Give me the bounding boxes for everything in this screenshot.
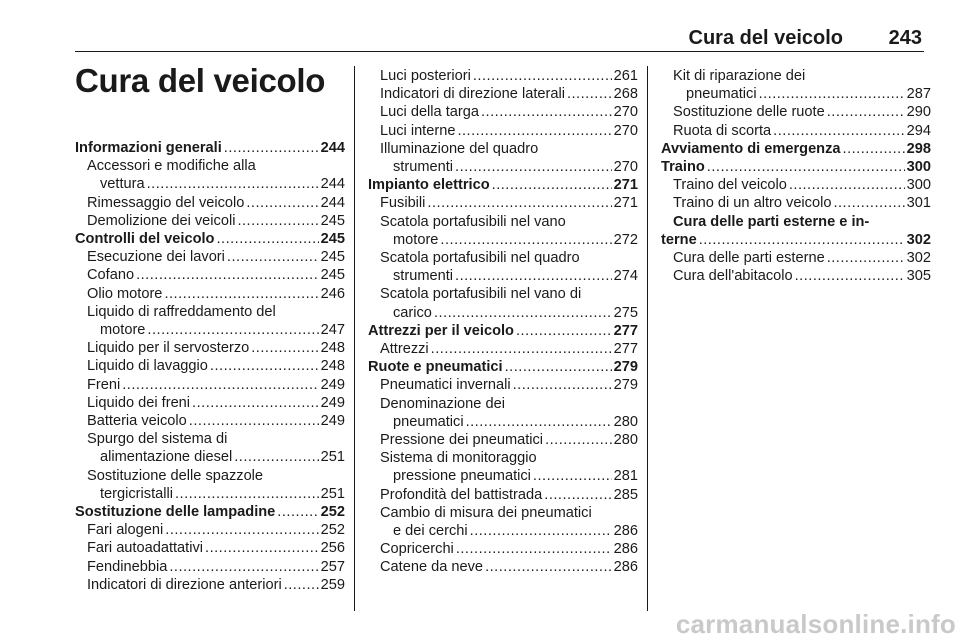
toc-entry-line (368, 158, 638, 176)
toc-entry-title-line1: Accessori e modifiche alla (87, 158, 256, 175)
toc-subentry-multiline[interactable] (75, 157, 345, 193)
toc-column-2 (368, 67, 638, 577)
toc-page-number: 261 (613, 68, 638, 84)
leader-dots (457, 122, 611, 140)
toc-page-number: 294 (906, 122, 931, 139)
leader-dots (707, 158, 905, 176)
toc-subentry-multiline[interactable] (368, 504, 638, 540)
toc-entry-title: Liquido di lavaggio (87, 358, 208, 375)
toc-entry-title-line1: Scatola portafusibili nel vano (380, 213, 566, 230)
toc-page-number: 249 (320, 394, 345, 411)
toc-entry-title: Esecuzione dei lavori (87, 249, 225, 266)
toc-section-entry[interactable] (368, 322, 638, 340)
toc-entry-title: alimentazione diesel (100, 449, 233, 466)
toc-page-number: 252 (320, 522, 345, 539)
toc-entry-title: pneumatici (686, 86, 757, 103)
leader-dots (251, 339, 318, 357)
toc-entry-line (368, 522, 638, 540)
leader-dots (227, 248, 319, 266)
toc-entry-title-line1: Cura delle parti esterne e in- (673, 213, 870, 230)
toc-entry-line (368, 304, 638, 322)
toc-page-number: 251 (320, 485, 345, 502)
toc-subentry[interactable] (75, 576, 345, 594)
toc-subentry[interactable] (75, 521, 345, 539)
leader-dots (773, 122, 904, 140)
toc-page-number: 277 (613, 341, 638, 358)
toc-page-number: 270 (613, 122, 638, 139)
toc-entry-title: Luci interne (380, 122, 456, 139)
toc-entry-title: Informazioni generali (75, 140, 222, 156)
toc-entry-title: pressione pneumatici (393, 468, 531, 485)
toc-subentry[interactable] (75, 266, 345, 284)
toc-entry-title: Fendinebbia (87, 558, 168, 575)
toc-page-number: 245 (320, 267, 345, 284)
toc-entry-line (75, 175, 345, 193)
leader-dots (789, 176, 905, 194)
toc-subentry[interactable] (75, 194, 345, 212)
leader-dots (147, 321, 318, 339)
leader-dots (216, 230, 318, 248)
toc-section-entry[interactable] (75, 230, 345, 248)
leader-dots (470, 522, 612, 540)
toc-section-entry[interactable] (368, 358, 638, 376)
toc-page-number: 249 (320, 413, 345, 430)
toc-entry-line (368, 413, 638, 431)
toc-page-number: 270 (613, 104, 638, 121)
toc-page-number: 280 (613, 413, 638, 430)
column-divider (647, 66, 648, 611)
toc-section-entry-multiline[interactable] (661, 213, 931, 249)
toc-column-3 (661, 67, 931, 285)
page-number: 243 (888, 27, 922, 49)
toc-page-number: 285 (613, 486, 638, 503)
toc-subentry[interactable] (661, 194, 931, 212)
toc-page-number: 256 (320, 540, 345, 557)
toc-entry-title: Cofano (87, 267, 135, 284)
leader-dots (122, 376, 318, 394)
toc-subentry[interactable] (75, 412, 345, 430)
toc-entry-title: Demolizione dei veicoli (87, 212, 236, 229)
toc-entry-title: Cura delle parti esterne (673, 250, 825, 267)
toc-section-entry[interactable] (661, 140, 931, 158)
toc-entry-title: Profondità del battistrada (380, 486, 543, 503)
toc-subentry[interactable] (368, 85, 638, 103)
toc-entry-title: terne (661, 231, 697, 248)
toc-subentry[interactable] (75, 339, 345, 357)
leader-dots (466, 413, 612, 431)
toc-entry-title: Traino (661, 159, 705, 176)
leader-dots (456, 540, 612, 558)
toc-subentry-multiline[interactable] (75, 303, 345, 339)
toc-subentry[interactable] (368, 376, 638, 394)
leader-dots (427, 194, 611, 212)
toc-page-number: 300 (906, 159, 931, 176)
toc-entry-title: Avviamento di emergenza (661, 140, 841, 157)
toc-entry-title: Attrezzi (380, 341, 429, 358)
leader-dots (545, 431, 612, 449)
leader-dots (513, 376, 612, 394)
toc-page-number: 251 (320, 449, 345, 466)
toc-entry-title: e dei cerchi (393, 523, 468, 540)
leader-dots (192, 394, 319, 412)
toc-entry-title-line1: Sistema di monitoraggio (380, 450, 537, 467)
toc-subentry-multiline[interactable] (368, 285, 638, 321)
toc-section-entry[interactable] (75, 503, 345, 521)
leader-dots (795, 267, 905, 285)
column-divider (354, 66, 355, 611)
toc-entry-title: Traino di un altro veicolo (673, 195, 832, 212)
toc-entry-title: Luci posteriori (380, 68, 471, 84)
leader-dots (833, 194, 904, 212)
toc-page-number: 301 (906, 195, 931, 212)
toc-subentry-multiline[interactable] (368, 140, 638, 176)
toc-subentry-multiline[interactable] (661, 67, 931, 103)
toc-entry-title: Copricerchi (380, 541, 454, 558)
toc-subentry[interactable] (368, 67, 638, 85)
leader-dots (455, 158, 612, 176)
leader-dots (481, 103, 612, 121)
leader-dots (473, 67, 612, 85)
leader-dots (175, 485, 319, 503)
toc-subentry-multiline[interactable] (75, 430, 345, 466)
toc-subentry-multiline[interactable] (368, 249, 638, 285)
toc-page-number: 274 (613, 268, 638, 285)
toc-subentry[interactable] (368, 103, 638, 121)
toc-entry-title: strumenti (393, 268, 454, 285)
toc-page-number: 245 (320, 249, 345, 266)
leader-dots (169, 558, 318, 576)
toc-subentry[interactable] (368, 194, 638, 212)
toc-subentry-multiline[interactable] (368, 449, 638, 485)
toc-subentry[interactable] (368, 340, 638, 358)
toc-entry-title: Liquido per il servosterzo (87, 340, 250, 357)
toc-subentry[interactable] (368, 122, 638, 140)
toc-entry-title: Fusibili (380, 195, 426, 212)
toc-entry-title: Indicatori di direzione anteriori (87, 576, 282, 593)
toc-page-number: 275 (613, 304, 638, 321)
toc-entry-title: Sostituzione delle lampadine (75, 504, 276, 521)
leader-dots (759, 85, 905, 103)
page-header (0, 22, 960, 52)
toc-entry-line (75, 485, 345, 503)
leader-dots (440, 231, 611, 249)
leader-dots (827, 249, 905, 267)
toc-page-number: 300 (906, 177, 931, 194)
leader-dots (165, 521, 318, 539)
leader-dots (277, 503, 318, 521)
toc-subentry[interactable] (75, 212, 345, 230)
toc-entry-title: Rimessaggio del veicolo (87, 194, 245, 211)
toc-page-number: 298 (906, 140, 931, 157)
toc-subentry[interactable] (75, 394, 345, 412)
toc-section-entry[interactable] (75, 139, 345, 157)
toc-entry-title: motore (100, 322, 146, 339)
toc-subentry[interactable] (368, 558, 638, 576)
toc-entry-title: pneumatici (393, 413, 464, 430)
toc-entry-title-line1: Kit di riparazione dei (673, 68, 806, 84)
watermark: carmanualsonline.info (675, 609, 956, 639)
toc-page-number: 268 (613, 86, 638, 103)
leader-dots (827, 103, 905, 121)
toc-entry-title: motore (393, 231, 439, 248)
toc-section-entry[interactable] (661, 158, 931, 176)
toc-entry-title-line1: Spurgo del sistema di (87, 431, 228, 448)
toc-subentry[interactable] (661, 249, 931, 267)
toc-section-entry[interactable] (368, 176, 638, 194)
toc-subentry[interactable] (75, 357, 345, 375)
toc-page-number: 272 (613, 231, 638, 248)
leader-dots (189, 412, 319, 430)
toc-entry-title: Indicatori di direzione laterali (380, 86, 565, 103)
toc-page-number: 290 (906, 104, 931, 121)
toc-page-number: 279 (613, 377, 638, 394)
leader-dots (699, 231, 905, 249)
toc-page-number: 252 (320, 504, 345, 521)
toc-page-number: 281 (613, 468, 638, 485)
leader-dots (567, 85, 612, 103)
leader-dots (455, 267, 612, 285)
leader-dots (210, 357, 319, 375)
toc-page-number: 245 (320, 231, 345, 248)
toc-page-number: 279 (613, 359, 638, 376)
toc-entry-title: Traino del veicolo (673, 177, 787, 194)
leader-dots (136, 266, 319, 284)
toc-entry-title: Ruota di scorta (673, 122, 772, 139)
toc-entry-title-line1: Denominazione dei (380, 395, 505, 412)
toc-entry-title-line1: Sostituzione delle spazzole (87, 467, 264, 484)
toc-page-number: 286 (613, 541, 638, 558)
toc-entry-title-line1: Illuminazione del quadro (380, 140, 539, 157)
leader-dots (492, 176, 612, 194)
toc-subentry-multiline[interactable] (368, 213, 638, 249)
leader-dots (485, 558, 612, 576)
toc-entry-title: Sostituzione delle ruote (673, 104, 825, 121)
toc-entry-title: Attrezzi per il veicolo (368, 322, 514, 339)
toc-entry-title: Fari alogeni (87, 522, 164, 539)
toc-subentry-multiline[interactable] (368, 395, 638, 431)
toc-subentry[interactable] (75, 539, 345, 557)
toc-subentry[interactable] (661, 122, 931, 140)
toc-entry-title: Olio motore (87, 285, 163, 302)
toc-subentry[interactable] (661, 176, 931, 194)
toc-entry-line (368, 267, 638, 285)
toc-subentry[interactable] (75, 285, 345, 303)
leader-dots (434, 304, 612, 322)
toc-entry-title: Cura dell'abitacolo (673, 268, 793, 285)
leader-dots (533, 467, 612, 485)
toc-entry-title: Pressione dei pneumatici (380, 432, 544, 449)
toc-entry-title: Catene da neve (380, 559, 484, 576)
leader-dots (224, 139, 319, 157)
leader-dots (147, 175, 319, 193)
toc-page-number: 271 (613, 195, 638, 212)
toc-entry-title: strumenti (393, 159, 454, 176)
toc-entry-title-line1: Cambio di misura dei pneumatici (380, 504, 592, 521)
toc-entry-title: Luci della targa (380, 104, 479, 121)
toc-entry-title: Impianto elettrico (368, 177, 490, 194)
toc-entry-title: Freni (87, 376, 121, 393)
toc-subentry-multiline[interactable] (75, 467, 345, 503)
toc-page-number: 305 (906, 268, 931, 285)
toc-entry-line (368, 467, 638, 485)
leader-dots (237, 212, 318, 230)
toc-page-number: 244 (320, 176, 345, 193)
toc-subentry[interactable] (661, 267, 931, 285)
toc-entry-title: vettura (100, 176, 145, 193)
toc-page-number: 244 (320, 194, 345, 211)
leader-dots (505, 358, 612, 376)
toc-subentry[interactable] (75, 558, 345, 576)
running-title: Cura del veicolo (688, 27, 843, 49)
toc-entry-title: Liquido dei freni (87, 394, 191, 411)
toc-entry-title: Ruote e pneumatici (368, 359, 503, 376)
toc-page-number: 271 (613, 177, 638, 194)
leader-dots (164, 285, 318, 303)
chapter-title: Cura del veicolo (75, 62, 326, 99)
toc-entry-title-line1: Scatola portafusibili nel quadro (380, 250, 580, 267)
leader-dots (284, 576, 319, 594)
toc-subentry[interactable] (661, 103, 931, 121)
toc-page-number: 302 (906, 231, 931, 248)
toc-entry-title: carico (393, 304, 432, 321)
toc-page-number: 244 (320, 140, 345, 156)
toc-page-number: 286 (613, 559, 638, 576)
toc-page-number: 249 (320, 376, 345, 393)
toc-page-number: 245 (320, 212, 345, 229)
toc-page-number: 259 (320, 576, 345, 593)
toc-entry-title-line1: Liquido di raffreddamento del (87, 303, 276, 320)
toc-page-number: 248 (320, 340, 345, 357)
toc-page-number: 287 (906, 86, 931, 103)
toc-page-number: 246 (320, 285, 345, 302)
leader-dots (246, 194, 318, 212)
toc-entry-title: Pneumatici invernali (380, 377, 511, 394)
toc-column-1 (75, 139, 345, 594)
leader-dots (843, 140, 905, 158)
toc-entry-title: Fari autoadattativi (87, 540, 204, 557)
toc-page-number: 257 (320, 558, 345, 575)
toc-entry-title-line1: Scatola portafusibili nel vano di (380, 286, 582, 303)
toc-entry-line (661, 85, 931, 103)
toc-entry-line (75, 448, 345, 466)
toc-page-number: 286 (613, 523, 638, 540)
header-rule (75, 51, 924, 52)
leader-dots (234, 448, 318, 466)
toc-entry-title: tergicristalli (100, 485, 173, 502)
toc-entry-line (661, 231, 931, 249)
toc-entry-line (75, 321, 345, 339)
toc-page-number: 248 (320, 358, 345, 375)
toc-entry-line (368, 231, 638, 249)
toc-subentry[interactable] (368, 486, 638, 504)
toc-page-number: 280 (613, 432, 638, 449)
toc-page-number: 302 (906, 250, 931, 267)
leader-dots (544, 486, 611, 504)
toc-entry-title: Controlli del veicolo (75, 231, 215, 248)
toc-page-number: 277 (613, 322, 638, 339)
toc-subentry[interactable] (368, 431, 638, 449)
leader-dots (516, 322, 612, 340)
toc-page-number: 247 (320, 322, 345, 339)
leader-dots (431, 340, 612, 358)
toc-subentry[interactable] (75, 376, 345, 394)
toc-page-number: 270 (613, 159, 638, 176)
toc-entry-title: Batteria veicolo (87, 413, 187, 430)
toc-subentry[interactable] (368, 540, 638, 558)
leader-dots (205, 539, 319, 557)
toc-subentry[interactable] (75, 248, 345, 266)
